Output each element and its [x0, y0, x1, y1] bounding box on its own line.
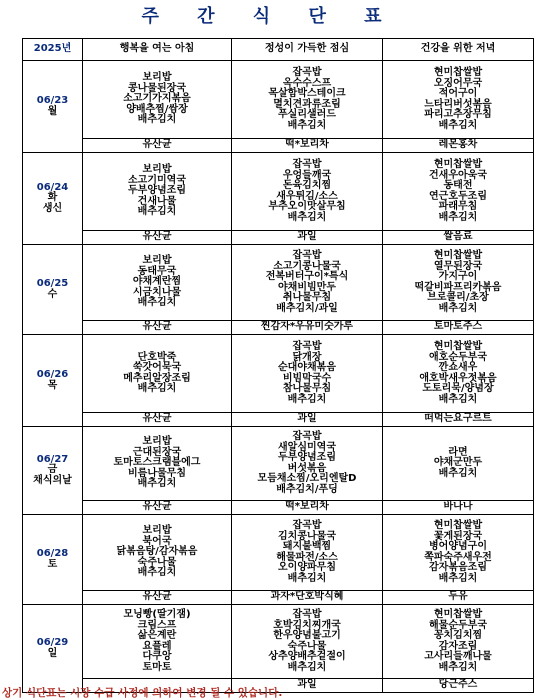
menu-item: 잡곡밥	[292, 159, 322, 170]
header-row	[23, 39, 534, 61]
lunch-snack: 과일	[232, 413, 383, 427]
menu-item: 닭개장	[292, 351, 322, 363]
menu-item: 모닝빵(딸기잼)	[123, 609, 191, 620]
dinner-snack: 두유	[383, 591, 534, 605]
menu-item: 목살함박스테이크	[268, 88, 346, 99]
snack-row	[23, 501, 534, 515]
menu-item: 배추김치	[287, 211, 327, 223]
breakfast-snack: 유산균	[83, 321, 232, 335]
menu-item: 배추김치	[137, 297, 177, 309]
menu-item: 동태무국	[137, 265, 177, 277]
menu-item: 보리밥	[142, 164, 172, 176]
menu-item: 상추양배추겉절이	[268, 651, 346, 662]
menu-item: 현미찹쌀밥	[433, 341, 483, 352]
menu-item: 크림스프	[137, 619, 177, 631]
lunch-cell	[232, 515, 383, 591]
menu-item: 파래무침	[438, 201, 478, 212]
menu-item: 배추김치	[287, 393, 327, 405]
menu-item: 다쿠앙	[142, 651, 172, 662]
menu-item: 배추김치	[137, 383, 177, 394]
menu-item: 소고기가지볶음	[123, 93, 191, 105]
dinner-header: 건강을 위한 저녁	[383, 39, 534, 61]
breakfast-cell	[83, 605, 232, 679]
day-cell	[23, 427, 83, 515]
breakfast-header: 행복을 여는 아침	[83, 39, 232, 61]
menu-item: 소고기콩나물국	[273, 260, 341, 272]
menu-item: 보리밥	[142, 255, 172, 267]
menu-item: 꽃게된장국	[433, 530, 483, 542]
menu-item: 야채비빔만두	[278, 281, 336, 293]
lunch-snack: 떡*보리차	[232, 139, 383, 153]
menu-item: 숙주나물	[287, 640, 327, 652]
day-cell	[23, 335, 83, 427]
menu-item: 버섯볶음	[287, 462, 327, 474]
menu-item: 잡곡밥	[292, 250, 322, 261]
menu-item: 현미찹쌀밥	[433, 609, 483, 620]
menu-item: 요플레	[142, 640, 172, 652]
menu-item: 고사리들깨나물	[424, 651, 492, 662]
menu-item: 배추김치	[438, 661, 478, 673]
breakfast-snack: 유산균	[83, 139, 232, 153]
menu-item: 잡곡밥	[292, 609, 322, 620]
lunch-cell	[232, 605, 383, 679]
dinner-cell	[383, 605, 534, 679]
breakfast-snack: 유산균	[83, 231, 232, 245]
menu-item: 배추김치/푸딩	[276, 483, 338, 495]
menu-item: 순대야채볶음	[278, 362, 336, 373]
footer-note: 상기 식단표는 시장 수급 사정에 의하여 변경 될 수 있습니다.	[2, 687, 283, 699]
lunch-cell	[232, 61, 383, 139]
menu-item: 푸실리샐러드	[278, 109, 336, 120]
year-header: 2025년	[23, 39, 83, 61]
menu-item: 양배추찜/쌈장	[126, 103, 188, 115]
menu-item: 멸치견과류조림	[273, 98, 341, 110]
menu-item: 두부양념조림	[278, 452, 336, 463]
lunch-snack: 과일	[232, 679, 383, 693]
date-label: 06/23	[36, 95, 69, 106]
weekday-label: 금	[47, 464, 58, 476]
menu-item: 옥수수스프	[282, 77, 332, 89]
menu-item: 메추리알장조림	[123, 372, 191, 384]
day-row	[23, 61, 534, 139]
date-label: 06/29	[36, 637, 69, 648]
menu-body	[23, 61, 534, 693]
dinner-snack: 레몬홍차	[383, 139, 534, 153]
menu-item: 애호순두부국	[429, 351, 487, 363]
page-title: 주 간 식 단 표	[141, 6, 398, 27]
menu-item: 깐쇼새우	[438, 362, 478, 373]
menu-item: 현미찹쌀밥	[433, 159, 483, 170]
menu-item: 북어국	[142, 535, 172, 547]
menu-item: 배추김치	[438, 467, 478, 479]
weekday-label: 일	[47, 647, 58, 659]
menu-item: 병어양념구이	[429, 541, 487, 552]
day-row	[23, 245, 534, 321]
dinner-cell	[383, 335, 534, 413]
dinner-snack: 떠먹는요구르트	[383, 413, 534, 427]
lunch-snack: 과일	[232, 231, 383, 245]
menu-item: 소고기미역국	[128, 174, 186, 186]
dinner-snack: 바나나	[383, 501, 534, 515]
snack-row	[23, 321, 534, 335]
breakfast-cell	[83, 153, 232, 231]
menu-item: 토마토스크램블에그	[113, 457, 201, 469]
day-cell	[23, 515, 83, 605]
lunch-cell	[232, 427, 383, 501]
date-label: 06/28	[36, 548, 69, 559]
breakfast-cell	[83, 335, 232, 413]
lunch-snack: 과자*단호박식혜	[232, 591, 383, 605]
weekday-label: 목	[47, 379, 58, 391]
menu-item: 열무된장국	[433, 260, 483, 272]
menu-item: 현미찹쌀밥	[433, 520, 483, 531]
breakfast-cell	[83, 245, 232, 321]
menu-item: 연근호두조림	[429, 190, 487, 202]
weekday-label: 토	[47, 558, 58, 570]
lunch-cell	[232, 245, 383, 321]
snack-row	[23, 231, 534, 245]
menu-item: 쪽파숙주새우전	[424, 551, 492, 563]
weekday-label: 월	[47, 105, 58, 117]
menu-item: 배추김치	[287, 119, 327, 131]
menu-item: 감자볶음조림	[429, 562, 487, 573]
menu-item: 꽁치김치찜	[433, 630, 483, 641]
menu-item: 잡곡밥	[292, 520, 322, 531]
menu-item: 단호박죽	[137, 351, 177, 363]
snack-row	[23, 591, 534, 605]
menu-item: 돼지불백찜	[282, 541, 332, 552]
menu-item: 배추김치/과일	[276, 302, 338, 314]
day-row	[23, 153, 534, 231]
lunch-snack: 떡*보리차	[232, 501, 383, 515]
menu-item: 근대된장국	[132, 446, 182, 458]
breakfast-cell	[83, 61, 232, 139]
menu-item: 오징어무국	[433, 77, 483, 89]
menu-item: 배추김치	[438, 211, 478, 223]
breakfast-snack: 유산균	[83, 591, 232, 605]
menu-item: 보리밥	[142, 436, 172, 448]
date-label: 06/24	[36, 181, 69, 193]
date-label: 06/25	[36, 278, 69, 289]
dinner-snack: 쌀음료	[383, 231, 534, 245]
menu-item: 토마토	[142, 661, 172, 673]
menu-item: 배추김치	[137, 114, 177, 126]
menu-item: 배추김치	[438, 302, 478, 314]
menu-item: 쑥갓어묵국	[132, 362, 182, 373]
lunch-cell	[232, 153, 383, 231]
menu-item: 새우튀김/소스	[276, 190, 338, 202]
menu-item: 부추오이맛살무침	[268, 201, 346, 212]
menu-item: 애호박새우젓볶음	[419, 372, 497, 384]
menu-item: 떡갈비파프리카볶음	[414, 281, 502, 293]
menu-item: 김치콩나물국	[278, 530, 336, 542]
menu-item: 호박김치찌개국	[273, 619, 341, 631]
day-row	[23, 605, 534, 679]
menu-item: 취나물무침	[282, 292, 332, 303]
weekly-menu-table	[22, 38, 534, 693]
menu-item: 해물파전/소스	[276, 551, 338, 563]
dinner-cell	[383, 153, 534, 231]
menu-item: 해물순두부국	[429, 619, 487, 631]
menu-item: 삶은계란	[137, 630, 177, 641]
day-cell	[23, 605, 83, 693]
menu-item: 배추김치	[137, 567, 177, 579]
breakfast-snack: 유산균	[83, 413, 232, 427]
menu-item: 배추김치	[438, 572, 478, 584]
menu-item: 잡곡밥	[292, 341, 322, 352]
day-cell	[23, 61, 83, 153]
day-cell	[23, 153, 83, 245]
menu-item: 건새나물	[137, 195, 177, 207]
menu-item: 시금치나물	[132, 286, 182, 298]
menu-item: 도토리묵/양념장	[422, 383, 494, 394]
menu-item: 배추김치	[137, 478, 177, 490]
dinner-cell	[383, 61, 534, 139]
menu-item: 참나물무침	[282, 383, 332, 394]
menu-item: 모듬채소찜/오리엔탈D	[257, 473, 357, 484]
day-note: 생신	[42, 202, 63, 214]
lunch-cell	[232, 335, 383, 413]
dinner-snack: 당근주스	[383, 679, 534, 693]
menu-item: 전복버터구이*특식	[265, 271, 349, 282]
menu-item: 잡곡밥	[292, 67, 322, 78]
dinner-snack: 토마토주스	[383, 321, 534, 335]
menu-item: 새알심미역국	[278, 441, 336, 453]
menu-item: 닭볶음탕/감자볶음	[116, 546, 198, 558]
menu-item: 배추김치	[287, 661, 327, 673]
menu-item: 두부양념조림	[128, 185, 186, 197]
menu-item: 보리밥	[142, 525, 172, 537]
menu-item: 야채계란찜	[132, 276, 182, 288]
snack-row	[23, 139, 534, 153]
day-row	[23, 427, 534, 501]
day-cell	[23, 245, 83, 335]
snack-row	[23, 413, 534, 427]
weekday-label: 수	[47, 288, 58, 300]
menu-item: 라면	[448, 446, 468, 458]
menu-item: 느타리버섯볶음	[424, 98, 492, 110]
weekday-label: 화	[47, 192, 58, 204]
menu-item: 적어구이	[438, 88, 478, 99]
menu-item: 비빔막국수	[282, 372, 332, 384]
menu-item: 숙주나물	[137, 556, 177, 568]
lunch-header: 정성이 가득한 점심	[232, 39, 383, 61]
menu-item: 파리고추장무침	[424, 109, 492, 120]
menu-item: 배추김치	[287, 572, 327, 584]
menu-item: 비름나물무침	[128, 467, 186, 479]
menu-item: 브로콜리/초장	[427, 292, 489, 303]
menu-item: 건새우아욱국	[429, 169, 487, 181]
menu-item: 배추김치	[137, 206, 177, 218]
menu-item: 잡곡밥	[292, 431, 322, 442]
dinner-cell	[383, 427, 534, 501]
breakfast-cell	[83, 427, 232, 501]
menu-item: 보리밥	[142, 72, 172, 84]
menu-item: 야채군만두	[433, 457, 483, 469]
breakfast-cell	[83, 515, 232, 591]
menu-item: 돈육김치찜	[282, 180, 332, 191]
menu-item: 콩나물된장국	[128, 82, 186, 94]
menu-item: 우엉들깨국	[282, 169, 332, 181]
date-label: 06/27	[36, 453, 69, 465]
lunch-snack: 찐감자*우유미숫가루	[232, 321, 383, 335]
day-note: 채식의날	[33, 474, 72, 486]
menu-item: 가지구이	[438, 271, 478, 282]
day-row	[23, 515, 534, 591]
menu-item: 오이양파무침	[278, 562, 336, 573]
dinner-cell	[383, 245, 534, 321]
menu-item: 배추김치	[438, 119, 478, 131]
menu-item: 감자조림	[438, 640, 478, 652]
menu-item: 현미찹쌀밥	[433, 250, 483, 261]
date-label: 06/26	[36, 369, 69, 380]
menu-item: 동태전	[443, 180, 473, 191]
menu-item: 배추김치	[438, 393, 478, 405]
day-row	[23, 335, 534, 413]
breakfast-snack: 유산균	[83, 501, 232, 515]
dinner-cell	[383, 515, 534, 591]
menu-item: 현미찹쌀밥	[433, 67, 483, 78]
menu-item: 한우양념불고기	[273, 630, 341, 641]
